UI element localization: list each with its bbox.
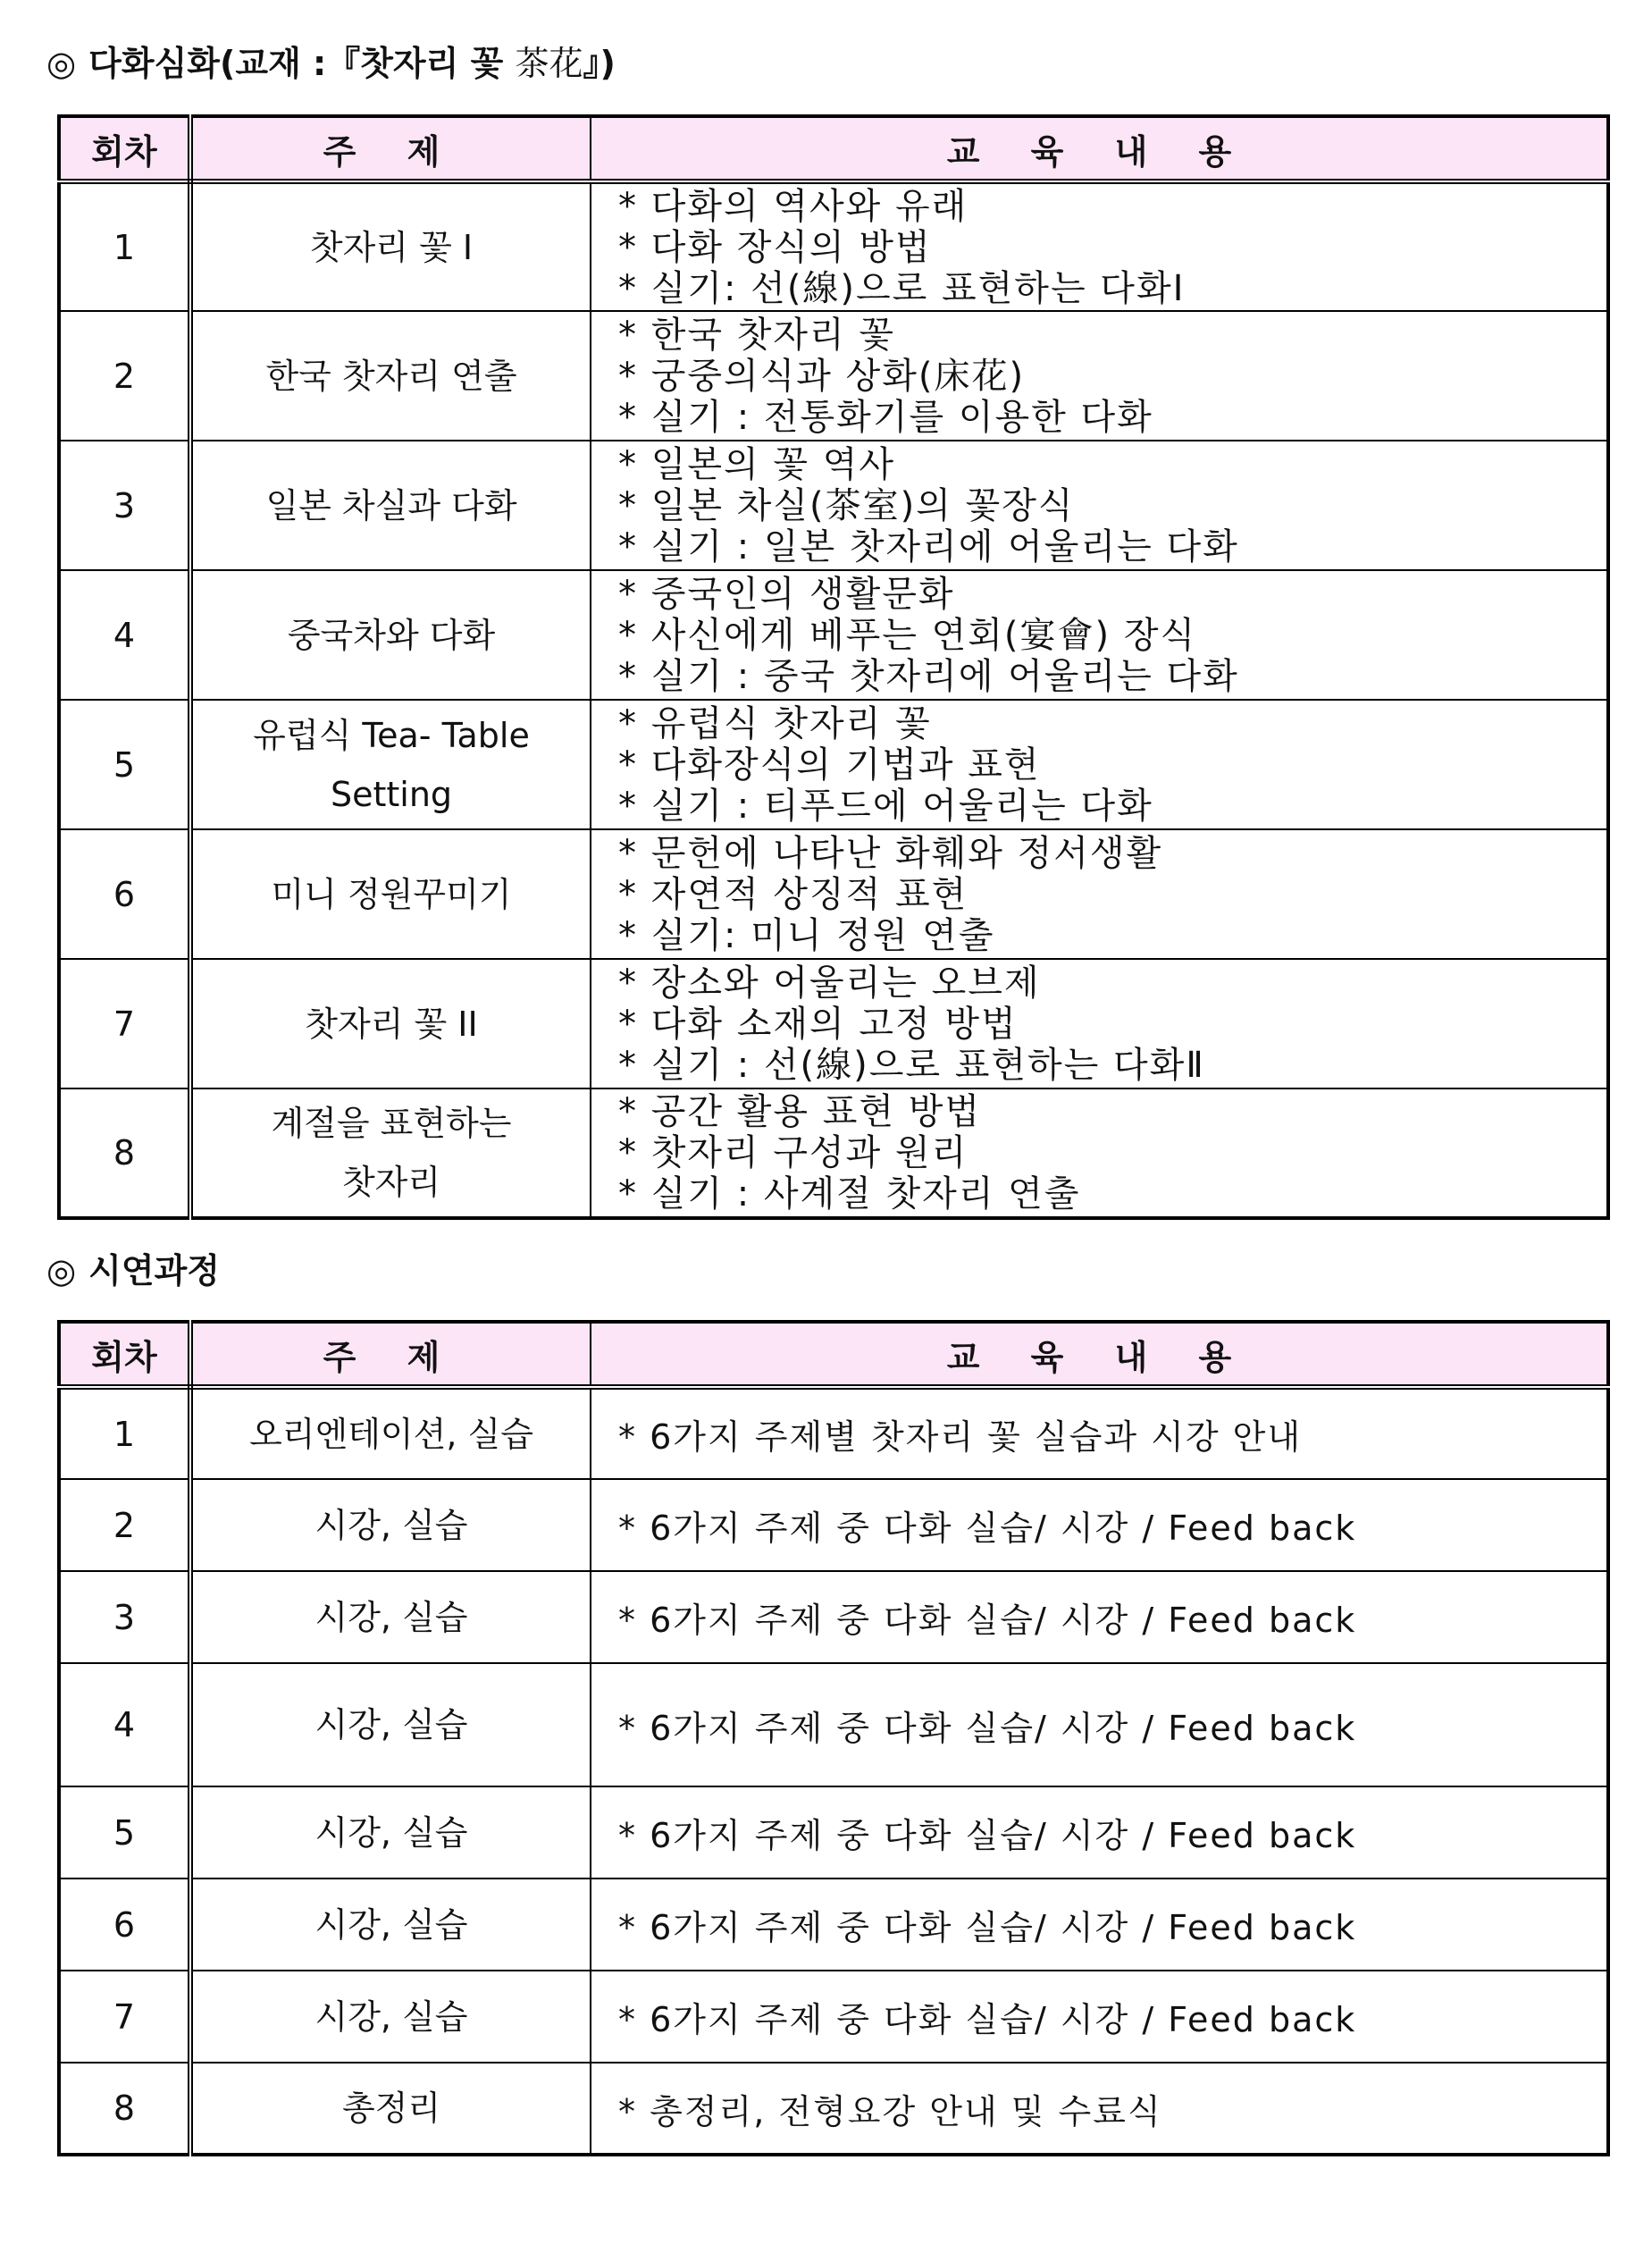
table-row [59,1571,1608,1663]
session-number: 3 [59,441,190,570]
advanced-course-rows [59,181,1608,1218]
session-number: 2 [59,311,190,441]
session-content: * 6가지 주제 중 다화 실습/ 시강 / Feed back [591,1571,1608,1663]
table-row [59,829,1608,959]
session-content [591,441,1608,570]
content-line: * 실기: 선(線)으로 표현하는 다화Ⅰ [618,267,1186,309]
table-row [59,959,1608,1088]
session-number: 1 [59,181,190,311]
table-row [59,1879,1608,1971]
session-topic: 시강, 실습 [190,1786,591,1879]
table-row [59,1479,1608,1571]
content-line: * 실기 : 전통화기를 이용한 다화 [618,396,1153,438]
topic-line: 중국차와 다화 [287,615,496,655]
content-line: * 실기 : 일본 찻자리에 어울리는 다화 [618,525,1239,567]
table-row [59,1387,1608,1479]
content-line: * 궁중의식과 상화(床花) [618,355,1026,397]
topic-line: 찻자리 [341,1163,441,1202]
header-number: 회차 [59,1322,190,1387]
topic-line: Setting [330,774,453,814]
header-content: 교 육 내 용 [591,1322,1608,1387]
content-line: * 실기 : 중국 찻자리에 어울리는 다화 [618,655,1239,697]
session-number: 7 [59,1971,190,2063]
content-line: * 중국인의 생활문화 [618,573,955,615]
content-line: * 유럽식 찻자리 꽃 [618,702,932,744]
session-topic [190,829,591,959]
topic-line: 한국 찻자리 연출 [265,356,517,396]
content-line: * 다화 소재의 고정 방법 [618,1003,1018,1045]
session-content [591,570,1608,700]
topic-line: 미니 정원꾸미기 [271,874,512,914]
topic-line: 찻자리 꽃 II [305,1004,478,1044]
session-content: * 6가지 주제 중 다화 실습/ 시강 / Feed back [591,1479,1608,1571]
session-number: 6 [59,829,190,959]
section-title-text: 다화심화(교재 :『찻자리 꽃 [88,44,504,83]
session-content: * 6가지 주제 중 다화 실습/ 시강 / Feed back [591,1879,1608,1971]
session-topic [190,1088,591,1218]
session-topic [190,441,591,570]
session-content [591,829,1608,959]
table-row [59,181,1608,311]
session-number: 7 [59,959,190,1088]
session-content [591,1088,1608,1218]
session-number: 5 [59,1786,190,1879]
session-content: * 6가지 주제 중 다화 실습/ 시강 / Feed back [591,1971,1608,2063]
session-topic [190,959,591,1088]
table-row [59,1971,1608,2063]
session-number: 3 [59,1571,190,1663]
header-topic: 주 제 [190,1322,591,1387]
section-title-text: 시연과정 [88,1251,221,1290]
table-row [59,1088,1608,1218]
header-content: 교 육 내 용 [591,116,1608,181]
content-line: * 실기 : 사계절 찻자리 연출 [618,1173,1081,1215]
table-row [59,441,1608,570]
session-content [591,181,1608,311]
session-topic [190,181,591,311]
session-content: * 6가지 주제별 찻자리 꽃 실습과 시강 안내 [591,1387,1608,1479]
header-topic: 주 제 [190,116,591,181]
table-row [59,570,1608,700]
table-row [59,2063,1608,2155]
session-topic [190,570,591,700]
session-content: * 6가지 주제 중 다화 실습/ 시강 / Feed back [591,1786,1608,1879]
session-topic: 시강, 실습 [190,1479,591,1571]
content-line: * 다화장식의 기법과 표현 [618,744,1041,786]
double-circle-icon: ◎ [46,44,77,83]
topic-line: 계절을 표현하는 [271,1104,512,1143]
session-content [591,959,1608,1088]
demonstration-course-rows [59,1387,1608,2155]
topic-line: 유럽식 Tea- Table [253,715,530,755]
session-topic: 시강, 실습 [190,1879,591,1971]
session-number: 2 [59,1479,190,1571]
content-line: * 찻자리 구성과 원리 [618,1132,969,1173]
section-title-end: 』) [583,44,616,83]
session-number: 1 [59,1387,190,1479]
session-topic: 시강, 실습 [190,1663,591,1786]
section-title-hanja: 茶花 [515,44,583,83]
session-number: 4 [59,1663,190,1786]
table-row [59,1663,1608,1786]
section-title-demonstration [46,1251,221,1290]
session-content [591,311,1608,441]
session-topic: 시강, 실습 [190,1571,591,1663]
content-line: * 문헌에 나타난 화훼와 정서생활 [618,832,1163,874]
table-header-row [59,116,1608,181]
session-number: 5 [59,700,190,829]
session-number: 6 [59,1879,190,1971]
content-line: * 장소와 어울리는 오브제 [618,962,1041,1004]
content-line: * 자연적 상징적 표현 [618,873,969,915]
advanced-course-table [57,114,1610,1220]
session-number: 4 [59,570,190,700]
topic-line: 일본 차실과 다화 [265,485,517,525]
session-topic [190,311,591,441]
header-number: 회차 [59,116,190,181]
content-line: * 실기: 미니 정원 연출 [618,914,995,956]
content-line: * 실기 : 티푸드에 어울리는 다화 [618,785,1153,827]
content-line: * 사신에게 베푸는 연회(宴會) 장식 [618,614,1197,656]
session-topic [190,700,591,829]
session-topic: 시강, 실습 [190,1971,591,2063]
session-content: * 6가지 주제 중 다화 실습/ 시강 / Feed back [591,1663,1608,1786]
table-row [59,1786,1608,1879]
topic-line: 찻자리 꽃 I [309,227,474,267]
table-header-row [59,1322,1608,1387]
section-title-advanced-course [46,44,616,83]
content-line: * 실기 : 선(線)으로 표현하는 다화Ⅱ [618,1044,1205,1086]
content-line: * 공간 활용 표현 방법 [618,1091,981,1132]
demonstration-course-table [57,1320,1610,2156]
double-circle-icon: ◎ [46,1251,77,1290]
session-number: 8 [59,1088,190,1218]
session-content [591,700,1608,829]
content-line: * 다화의 역사와 유래 [618,185,969,227]
table-row [59,311,1608,441]
content-line: * 한국 찻자리 꽃 [618,314,895,356]
content-line: * 일본 차실(茶室)의 꽃장식 [618,484,1075,526]
content-line: * 다화 장식의 방법 [618,226,932,268]
content-line: * 일본의 꽃 역사 [618,443,895,485]
session-number: 8 [59,2063,190,2155]
session-content: * 총정리, 전형요강 안내 및 수료식 [591,2063,1608,2155]
session-topic: 총정리 [190,2063,591,2155]
session-topic: 오리엔테이션, 실습 [190,1387,591,1479]
table-row [59,700,1608,829]
